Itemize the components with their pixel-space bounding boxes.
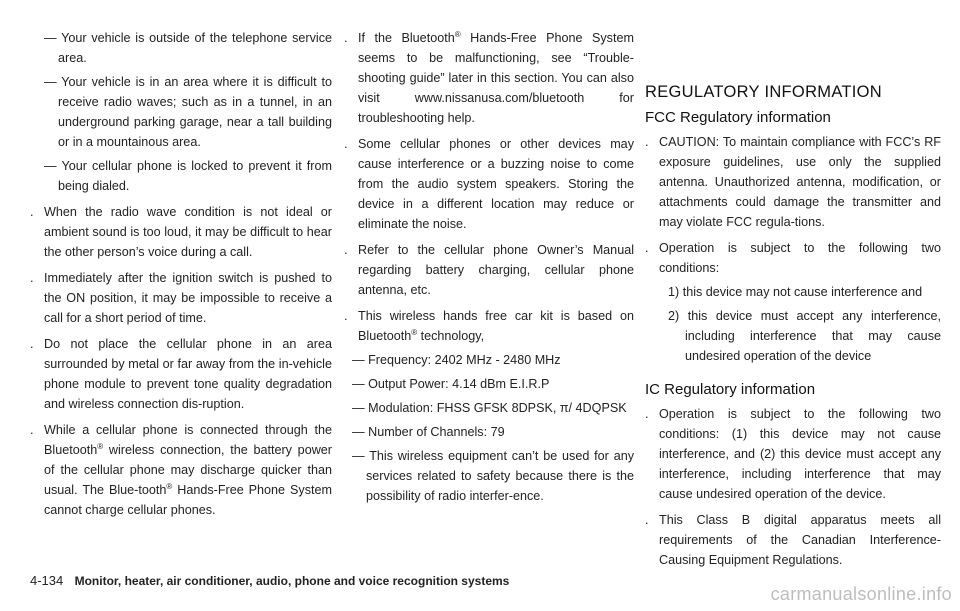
bullet-item: . This wireless hands free car kit is based on Bluetooth® technology, (344, 306, 634, 346)
bullet-icon: . (344, 309, 348, 323)
bullet-item: . If the Bluetooth® Hands-Free Phone System seems to be malfunctioning, see “Trouble-shooting guide” later in this section. You can also visit www.nissanusa.com/bluetooth for troubleshooting help. (344, 30, 634, 125)
spec-item: — This wireless equipment can’t be used for any services related to safety because there is the possibility of radio interfer-ence. (352, 449, 634, 503)
bullet-icon: . (30, 271, 34, 285)
bullet-item: . CAUTION: To maintain compliance with FCC’s RF exposure guidelines, use only the supplied antenna. Unauthorized antenna, modification, or attachments could damage the transmitter and may violate FCC regula-tions. (645, 132, 941, 232)
bullet-icon: . (344, 137, 348, 151)
bullet-icon: . (30, 423, 34, 437)
bullet-icon: . (30, 205, 34, 219)
registered-mark: ® (166, 482, 173, 491)
bullet-item: . Some cellular phones or other devices may cause interference or a buzzing noise to come from the audio system speakers. Storing the device in a different location may reduce or eliminate the noise. (344, 134, 634, 234)
bullet-icon: . (645, 241, 649, 255)
ic-heading: IC Regulatory information (645, 381, 816, 398)
bullet-item: . When the radio wave condition is not ideal or ambient sound is too loud, it may be difficult to hear the other person’s voice during a call. (30, 202, 332, 262)
bullet-icon: . (645, 135, 649, 149)
bullet-item: . Do not place the cellular phone in an area surrounded by metal or far away from the in-vehicle phone module to prevent tone quality degradation and wireless connection dis-ruption. (30, 334, 332, 414)
page-number: 4-134 (30, 573, 64, 588)
bullet-item: . Refer to the cellular phone Owner’s Manual regarding battery charging, cellular phone antenna, etc. (344, 240, 634, 300)
column-right (645, 28, 941, 570)
page-footer (30, 573, 509, 588)
registered-mark: ® (97, 442, 104, 451)
dash-item: — Your vehicle is outside of the telephone service area. (44, 31, 332, 65)
registered-mark: ® (454, 30, 461, 39)
bullet-icon: . (344, 243, 348, 257)
dash-item: — Your vehicle is in an area where it is difficult to receive radio waves; such as in a tunnel, in an underground parking garage, near a tall building or in a mountainous area. (44, 75, 332, 149)
spec-item: — Output Power: 4.14 dBm E.I.R.P (352, 377, 550, 391)
section-heading: REGULATORY INFORMATION (645, 83, 883, 101)
column-left (30, 28, 332, 520)
bullet-item: . Immediately after the ignition switch is pushed to the ON position, it may be impossible to receive a call for a short period of time. (30, 268, 332, 328)
spec-item: — Frequency: 2402 MHz - 2480 MHz (352, 353, 561, 367)
bullet-item: . Operation is subject to the following two conditions: (1) this device may not cause interference, and (2) this device must accept any interference, including interference that may cause undesired operation of the device. (645, 404, 941, 504)
numbered-item: 2) this device must accept any interference, including interference that may cause undesired operation of the device (668, 309, 941, 363)
watermark: carmanualsonline.info (770, 584, 952, 604)
fcc-heading: FCC Regulatory information (645, 109, 831, 126)
bullet-icon: . (645, 513, 649, 527)
spec-item: — Modulation: FHSS GFSK 8DPSK, π/ 4DQPSK (352, 401, 627, 415)
bullet-item: . While a cellular phone is connected through the Bluetooth® wireless connection, the battery power of the cellular phone may discharge quicker than usual. The Blue-tooth® Hands-Free Phone System cannot charge cellular phones. (30, 420, 332, 520)
bullet-icon: . (30, 337, 34, 351)
bullet-item: . This Class B digital apparatus meets all requirements of the Canadian Interference-Causing Equipment Regulations. (645, 510, 941, 570)
bullet-item: . Operation is subject to the following two conditions: (645, 238, 941, 278)
bullet-icon: . (344, 31, 348, 45)
footer-title: Monitor, heater, air conditioner, audio, phone and voice recognition systems (74, 574, 510, 588)
spec-item: — Number of Channels: 79 (352, 425, 505, 439)
numbered-item: 1) this device may not cause interference and (668, 285, 923, 299)
dash-item: — Your cellular phone is locked to prevent it from being dialed. (44, 159, 332, 193)
registered-mark: ® (411, 328, 418, 337)
column-middle (344, 28, 634, 506)
bullet-icon: . (645, 407, 649, 421)
